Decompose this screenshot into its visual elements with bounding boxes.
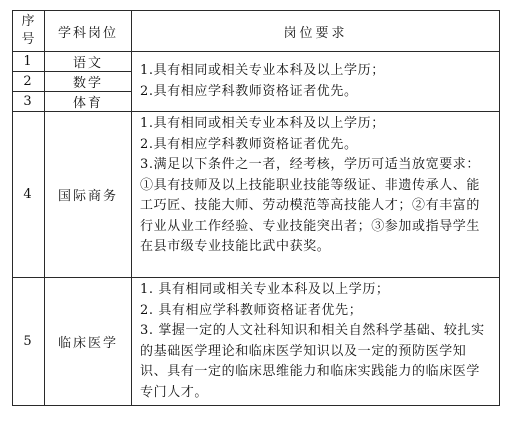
row-requirements bbox=[132, 52, 500, 112]
requirement-line: 2. 具有相应学科教师资格证者优先； bbox=[140, 302, 363, 318]
header-number bbox=[13, 11, 45, 52]
row-requirements bbox=[132, 278, 500, 406]
table-row bbox=[13, 278, 500, 406]
row-subject: 国际商务 bbox=[45, 112, 132, 278]
requirement-line: 2.具有相应学科教师资格证者优先。 bbox=[140, 83, 358, 99]
row-number: 3 bbox=[13, 92, 45, 112]
row-subject: 数学 bbox=[45, 72, 132, 92]
row-subject: 语文 bbox=[45, 52, 132, 72]
row-number: 5 bbox=[13, 278, 45, 406]
header-subject: 学科岗位 bbox=[45, 11, 132, 52]
header-requirements: 岗位要求 bbox=[132, 11, 500, 52]
requirement-line: 1.具有相同或相关专业本科及以上学历； bbox=[140, 116, 385, 131]
job-requirements-table bbox=[12, 10, 500, 406]
requirement-line: 1.具有相同或相关专业本科及以上学历； bbox=[140, 63, 385, 78]
table-row bbox=[13, 112, 500, 278]
header-number-line2: 号 bbox=[21, 32, 36, 47]
requirement-line: 3. 掌握一定的人文社科知识和相关自然科学基础、较扎实的基础医学理论和临床医学知识以及一定的预防医学知识、具有一定的临床思维能力和临床实践能力的临床医学专门人才。 bbox=[140, 323, 485, 400]
requirement-line: 1. 具有相同或相关专业本科及以上学历； bbox=[140, 282, 390, 297]
row-requirements bbox=[132, 112, 500, 278]
requirement-line: 2.具有相应学科教师资格证者优先。 bbox=[140, 136, 358, 152]
row-subject: 体育 bbox=[45, 92, 132, 112]
row-number: 1 bbox=[13, 52, 45, 72]
table-row bbox=[13, 52, 500, 72]
row-number: 2 bbox=[13, 72, 45, 92]
table-header-row bbox=[13, 11, 500, 52]
header-number-line1: 序 bbox=[21, 14, 36, 29]
requirement-line: 3.满足以下条件之一者，经考核，学历可适当放宽要求：①具有技师及以上技能职业技能等级证、非遗传承人、能工巧匠、技能大师、劳动模范等高技能人才；②有丰富的行业从业工作经验、专业技能突出者；③参加或指导学生在县市级专业技能比武中获奖。 bbox=[140, 157, 481, 254]
row-number: 4 bbox=[13, 112, 45, 278]
row-subject: 临床医学 bbox=[45, 278, 132, 406]
